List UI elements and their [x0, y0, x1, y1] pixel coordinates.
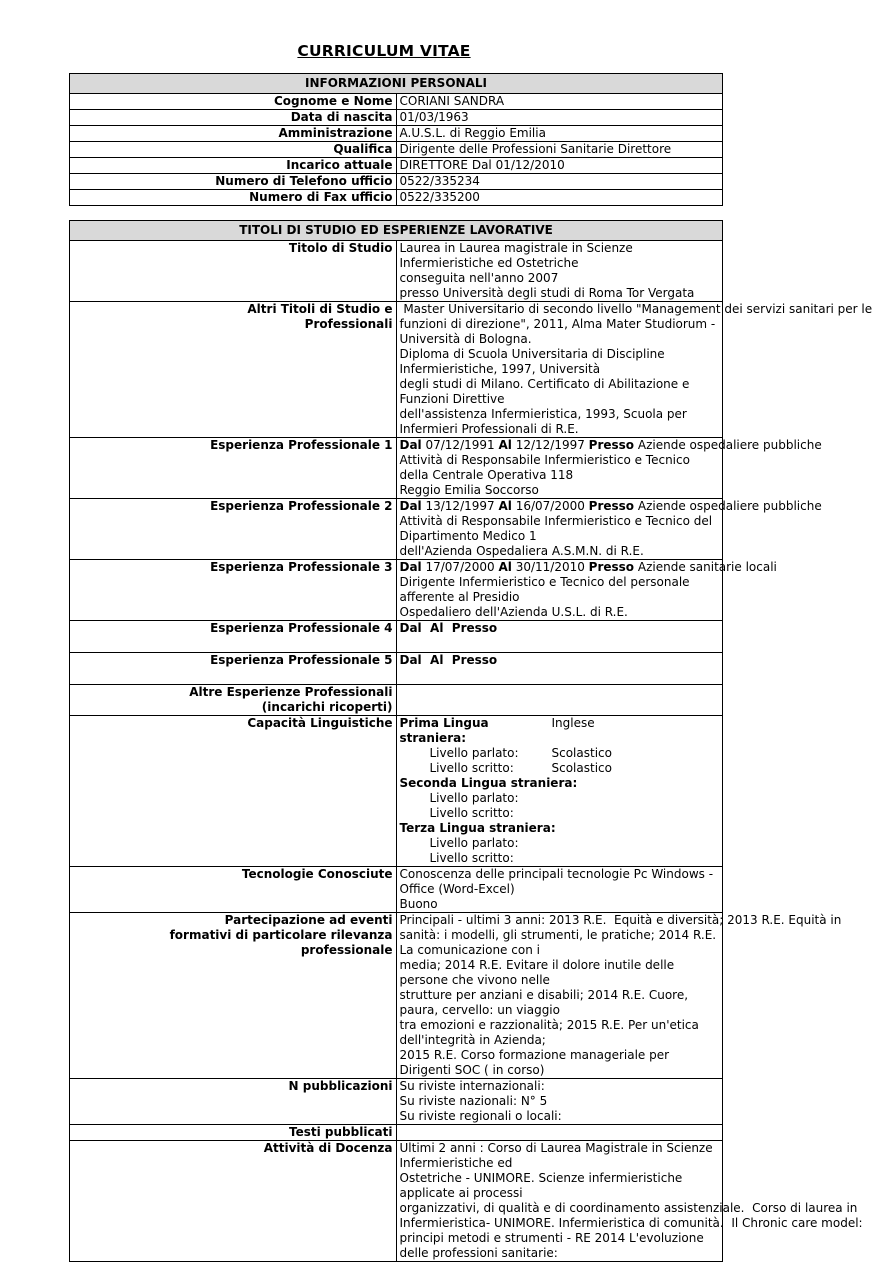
field-value: DIRETTORE Dal 01/12/2010	[396, 158, 723, 174]
altre-esperienze-value	[396, 685, 723, 716]
field-label: Testi pubblicati	[70, 1125, 397, 1141]
field-label: Altre Esperienze Professionali (incarichi ricoperti)	[70, 685, 397, 716]
esperienza-4-value: Dal Al Presso	[396, 621, 723, 653]
field-label: Numero di Fax ufficio	[70, 190, 397, 206]
field-label: Cognome e Nome	[70, 94, 397, 110]
field-label: Esperienza Professionale 4	[70, 621, 397, 653]
studies-table	[69, 220, 872, 1262]
field-label: Attività di Docenza	[70, 1141, 397, 1262]
field-label: Capacità Linguistiche	[70, 716, 397, 867]
docenza-value: Ultimi 2 anni : Corso di Laurea Magistrale in Scienze Infermieristiche ed Ostetriche - UNIMORE. Scienze infermieristiche applicate ai processi organizzativi, di qualità e di coordinamento assistenziale. Corso di laurea in Infermieristica- UNIMORE. Infermieristica di comunità. Il Chronic care model: principi metodi e strumenti - RE 2014 L'evoluzione delle professioni sanitarie:	[396, 1141, 723, 1262]
field-label: Partecipazione ad eventi formativi di particolare rilevanza professionale	[70, 913, 397, 1079]
field-value: 0522/335200	[396, 190, 723, 206]
field-label: Altri Titoli di Studio e Professionali	[70, 302, 397, 438]
tecnologie-value: Conoscenza delle principali tecnologie Pc Windows - Office (Word-Excel) Buono	[396, 867, 723, 913]
field-label: Numero di Telefono ufficio	[70, 174, 397, 190]
document-title: CURRICULUM VITAE	[297, 42, 471, 60]
section-header: INFORMAZIONI PERSONALI	[70, 74, 723, 94]
esperienza-2-value: Dal 13/12/1997 Al 16/07/2000 Presso Aziende ospedaliere pubbliche Attività di Responsabile Infermieristico e Tecnico del Dipartimento Medico 1 dell'Azienda Ospedaliera A.S.M.N. di R.E.	[396, 499, 723, 560]
testi-pubblicati-value	[396, 1125, 723, 1141]
field-label: Esperienza Professionale 2	[70, 499, 397, 560]
field-label: Amministrazione	[70, 126, 397, 142]
partecipazione-value: Principali - ultimi 3 anni: 2013 R.E. Equità e diversità; 2013 R.E. Equità in sanità: i modelli, gli strumenti, le pratiche; 2014 R.E. La comunicazione con i media; 2014 R.E. Evitare il dolore inutile delle persone che vivono nelle strutture per anziani e disabili; 2014 R.E. Cuore, paura, cervello: un viaggio tra emozioni e razzionalità; 2015 R.E. Per un'etica dell'integrità in Azienda; 2015 R.E. Corso formazione manageriale per Dirigenti SOC ( in corso)	[396, 913, 723, 1079]
field-label: Qualifica	[70, 142, 397, 158]
field-value: 0522/335234	[396, 174, 723, 190]
esperienza-5-value: Dal Al Presso	[396, 653, 723, 685]
field-label: Tecnologie Conosciute	[70, 867, 397, 913]
esperienza-1-value: Dal 07/12/1991 Al 12/12/1997 Presso Aziende ospedaliere pubbliche Attività di Responsabile Infermieristico e Tecnico della Centrale Operativa 118 Reggio Emilia Soccorso	[396, 438, 723, 499]
field-label: Titolo di Studio	[70, 241, 397, 302]
pubblicazioni-value: Su riviste internazionali: Su riviste nazionali: N° 5 Su riviste regionali o locali:	[396, 1079, 723, 1125]
personal-info-table	[69, 73, 723, 206]
section-header: TITOLI DI STUDIO ED ESPERIENZE LAVORATIVE	[70, 221, 723, 241]
field-label: Esperienza Professionale 1	[70, 438, 397, 499]
field-label: Esperienza Professionale 3	[70, 560, 397, 621]
esperienza-3-value: Dal 17/07/2000 Al 30/11/2010 Presso Aziende sanitarie locali Dirigente Infermieristico e Tecnico del personale afferente al Presidio Ospedaliero dell'Azienda U.S.L. di R.E.	[396, 560, 723, 621]
field-value: 01/03/1963	[396, 110, 723, 126]
field-label: N pubblicazioni	[70, 1079, 397, 1125]
field-value: A.U.S.L. di Reggio Emilia	[396, 126, 723, 142]
field-label: Esperienza Professionale 5	[70, 653, 397, 685]
titolo-studio-value: Laurea in Laurea magistrale in Scienze Infermieristiche ed Ostetriche conseguita nell'anno 2007 presso Università degli studi di Roma Tor Vergata	[396, 241, 723, 302]
field-value: CORIANI SANDRA	[396, 94, 723, 110]
capacita-linguistiche-value: Prima Lingua straniera: Inglese Livello parlato: Scolastico Livello scritto: Scolastico Seconda Lingua straniera: Livello parlato: Livello scritto: Terza Lingua straniera: Livello parlato: Livello scritto:	[396, 716, 723, 867]
field-label: Incarico attuale	[70, 158, 397, 174]
field-value: Dirigente delle Professioni Sanitarie Direttore	[396, 142, 723, 158]
altri-titoli-value: Master Universitario di secondo livello "Management dei servizi sanitari per le funzioni di direzione", 2011, Alma Mater Studiorum - Università di Bologna. Diploma di Scuola Universitaria di Discipline Infermieristiche, 1997, Università degli studi di Milano. Certificato di Abilitazione e Funzioni Direttive dell'assistenza Infermieristica, 1993, Scuola per Infermieri Professionali di R.E.	[396, 302, 723, 438]
field-label: Data di nascita	[70, 110, 397, 126]
